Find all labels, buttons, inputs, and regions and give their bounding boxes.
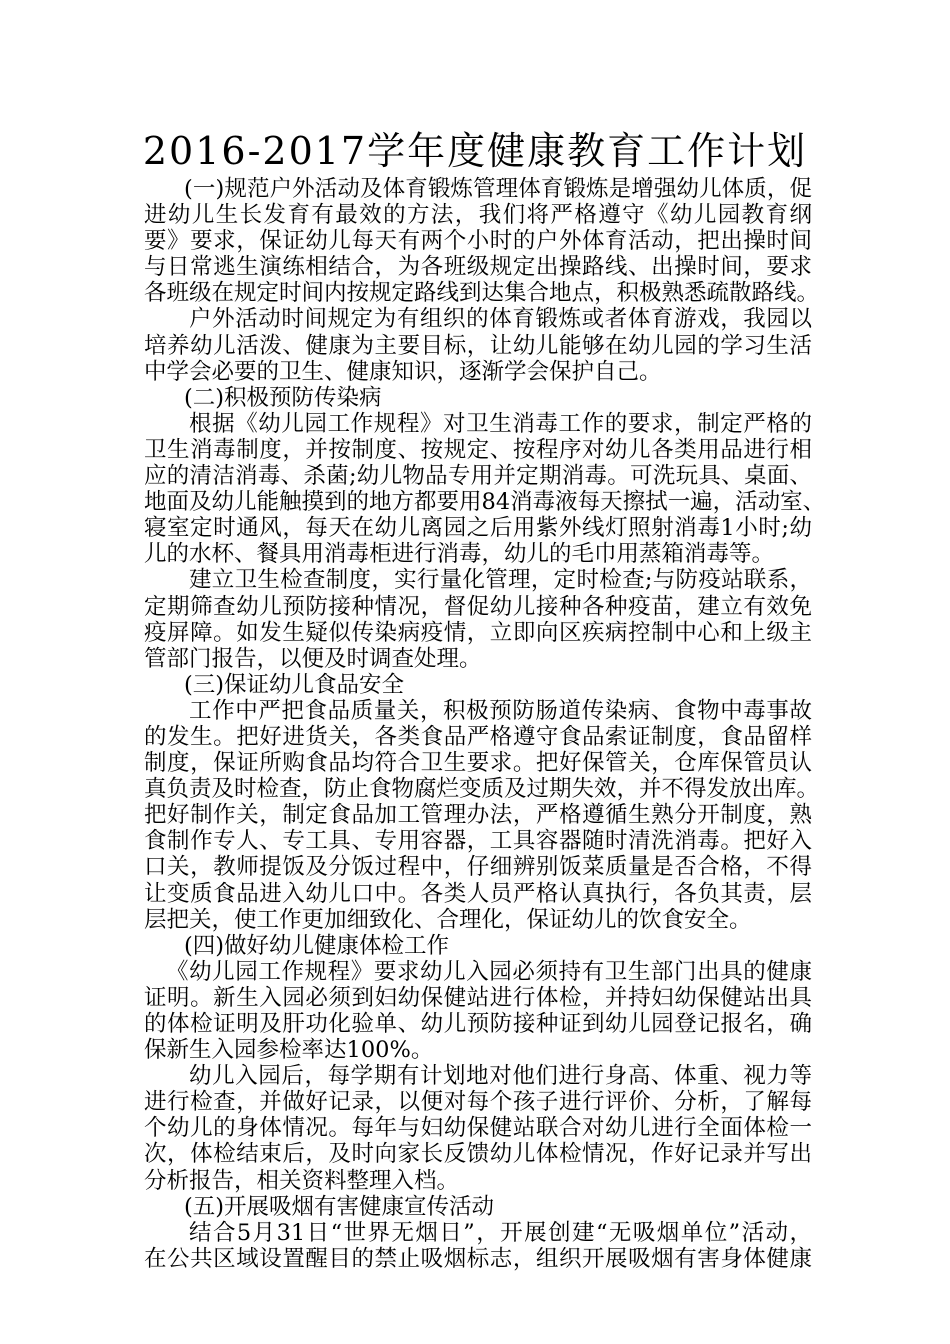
paragraph-line: 让变质食品进入幼儿口中。各类人员严格认真执行，各负其责，层	[144, 880, 812, 907]
paragraph-line: 疫屏障。如发生疑似传染病疫情，立即向区疾病控制中心和上级主	[144, 619, 812, 646]
paragraph-line: 管部门报告，以便及时调查处理。	[144, 645, 482, 672]
paragraph-line: 培养幼儿活泼、健康为主要目标，让幼儿能够在幼儿园的学习生活	[144, 332, 812, 359]
section-heading-2: (二)积极预防传染病	[184, 384, 382, 411]
paragraph-line: 结合5月31日“世界无烟日”，开展创建“无吸烟单位”活动，	[189, 1219, 812, 1246]
document-body	[144, 176, 826, 1272]
paragraph-line: 证明。新生入园必须到妇幼保健站进行体检，并持妇幼保健站出具	[144, 984, 812, 1011]
paragraph-line: 儿的水杯、餐具用消毒柜进行消毒，幼儿的毛巾用蒸箱消毒等。	[144, 541, 775, 568]
paragraph-line: 与日常逃生演练相结合，为各班级规定出操路线、出操时间，要求	[144, 254, 812, 281]
paragraph-line: 要》要求，保证幼儿每天有两个小时的户外体育活动，把出操时间	[144, 228, 812, 255]
paragraph-line: 工作中严把食品质量关，积极预防肠道传染病、食物中毒事故	[189, 697, 812, 724]
paragraph-line: 分析报告，相关资料整理入档。	[144, 1167, 460, 1194]
paragraph-line: 应的清洁消毒、杀菌;幼儿物品专用并定期消毒。可洗玩具、桌面、	[144, 463, 812, 490]
paragraph-line: 《幼儿园工作规程》要求幼儿入园必须持有卫生部门出具的健康	[166, 958, 812, 985]
section-heading-3: (三)保证幼儿食品安全	[184, 671, 405, 698]
paragraph-line: 层把关，使工作更加细致化、合理化，保证幼儿的饮食安全。	[144, 906, 752, 933]
section-heading-1: (一)规范户外活动及体育锻炼管理体育锻炼是增强幼儿体质，促	[184, 176, 812, 202]
paragraph-line: 食制作专人、专工具、专用容器，工具容器随时清洗消毒。把好入	[144, 828, 812, 855]
paragraph-line: 中学会必要的卫生、健康知识，逐渐学会保护自己。	[144, 358, 662, 385]
paragraph-line: 进幼儿生长发育有最效的方法，我们将严格遵守《幼儿园教育纲	[144, 202, 812, 229]
paragraph-line: 地面及幼儿能触摸到的地方都要用84消毒液每天擦拭一遍，活动室、	[144, 489, 826, 516]
document-title: 2016-2017学年度健康教育工作计划	[142, 129, 808, 173]
paragraph-line: 进行检查，并做好记录，以便对每个孩子进行评价、分析，了解每	[144, 1089, 812, 1116]
paragraph-line: 制度，保证所购食品均符合卫生要求。把好保管关，仓库保管员认	[144, 750, 812, 777]
paragraph-line: 寝室定时通风，每天在幼儿离园之后用紫外线灯照射消毒1小时;幼	[144, 515, 812, 542]
paragraph-line: 次，体检结束后，及时向家长反馈幼儿体检情况，作好记录并写出	[144, 1141, 812, 1168]
paragraph-line: 根据《幼儿园工作规程》对卫生消毒工作的要求，制定严格的	[189, 410, 812, 437]
paragraph-line: 在公共区域设置醒目的禁止吸烟标志，组织开展吸烟有害身体健康	[144, 1245, 812, 1272]
paragraph-line: 幼儿入园后，每学期有计划地对他们进行身高、体重、视力等	[189, 1063, 812, 1090]
paragraph-line: 各班级在规定时间内按规定路线到达集合地点，积极熟悉疏散路线。	[144, 280, 820, 307]
paragraph-line: 定期筛查幼儿预防接种情况，督促幼儿接种各种疫苗，建立有效免	[144, 593, 812, 620]
paragraph-line: 真负责及时检查，防止食物腐烂变质及过期失效，并不得发放出库。	[144, 776, 820, 803]
section-heading-4: (四)做好幼儿健康体检工作	[184, 932, 450, 959]
paragraph-line: 把好制作关，制定食品加工管理办法，严格遵循生熟分开制度，熟	[144, 802, 812, 829]
paragraph-line: 的发生。把好进货关，各类食品严格遵守食品索证制度，食品留样	[144, 723, 812, 750]
paragraph-line: 的体检证明及肝功化验单、幼儿预防接种证到幼儿园登记报名，确	[144, 1011, 812, 1037]
paragraph-line: 卫生消毒制度，并按制度、按规定、按程序对幼儿各类用品进行相	[144, 436, 812, 463]
paragraph-line: 建立卫生检查制度，实行量化管理，定时检查;与防疫站联系，	[189, 567, 812, 594]
paragraph-line: 户外活动时间规定为有组织的体育锻炼或者体育游戏，我园以	[189, 306, 812, 333]
paragraph-line: 个幼儿的身体情况。每年与妇幼保健站联合对幼儿进行全面体检一	[144, 1115, 812, 1142]
paragraph-line: 保新生入园参检率达100%。	[144, 1037, 434, 1064]
section-heading-5: (五)开展吸烟有害健康宣传活动	[184, 1193, 495, 1220]
paragraph-line: 口关，教师提饭及分饭过程中，仔细辨别饭菜质量是否合格，不得	[144, 854, 812, 881]
